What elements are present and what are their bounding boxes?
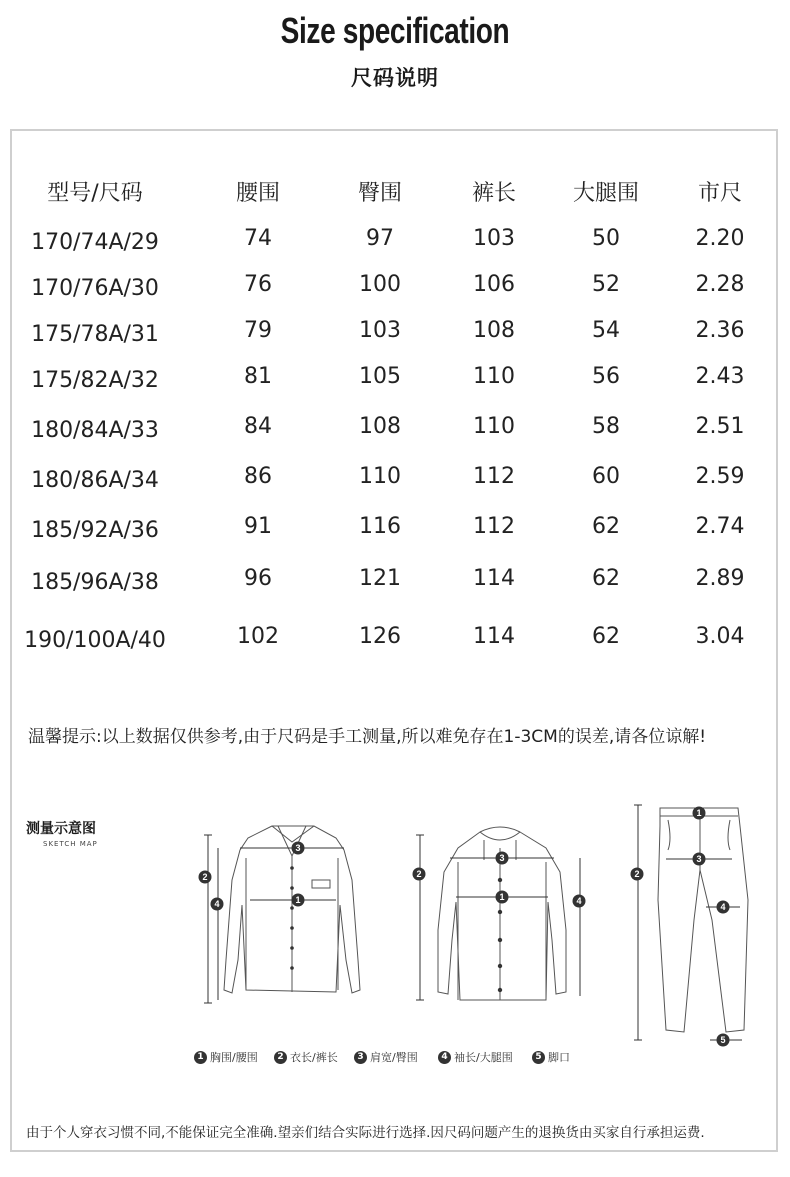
marker-1: 1 — [295, 895, 301, 905]
table-cell: 112 — [473, 514, 515, 539]
table-cell: 110 — [359, 464, 401, 489]
table-cell: 58 — [592, 414, 620, 439]
table-cell: 50 — [592, 226, 620, 251]
table-cell: 114 — [473, 624, 515, 649]
footer-note: 由于个人穿衣习惯不同,不能保证完全准确.望亲们结合实际进行选择.因尺码问题产生的退换货由买家自行承担运费. — [26, 1125, 705, 1141]
table-cell: 103 — [359, 318, 401, 343]
legend-number: 5 — [532, 1051, 545, 1064]
table-cell: 110 — [473, 414, 515, 439]
legend-label: 胸围/腰围 — [210, 1051, 258, 1064]
table-cell: 62 — [592, 624, 620, 649]
table-cell: 86 — [244, 464, 272, 489]
table-cell: 170/76A/30 — [31, 276, 159, 301]
table-cell: 100 — [359, 272, 401, 297]
table-cell: 2.43 — [695, 364, 745, 389]
table-cell: 76 — [244, 272, 272, 297]
legend-number: 1 — [194, 1051, 207, 1064]
table-header-cell: 臀围 — [357, 181, 403, 206]
legend-item — [274, 1049, 338, 1065]
table-cell: 121 — [359, 566, 401, 591]
legend-label: 肩宽/臀围 — [370, 1051, 418, 1064]
marker-1: 1 — [696, 808, 702, 818]
legend-number: 2 — [274, 1051, 287, 1064]
table-cell: 185/92A/36 — [31, 518, 159, 543]
table-cell: 62 — [592, 566, 620, 591]
table-header-cell: 大腿围 — [572, 181, 640, 206]
table-cell: 96 — [244, 566, 272, 591]
marker-3: 3 — [499, 853, 505, 863]
legend-label: 袖长/大腿围 — [454, 1051, 513, 1064]
table-cell: 74 — [244, 226, 272, 251]
legend-item — [438, 1049, 513, 1065]
sketch-subtitle: SKETCH MAP — [43, 840, 98, 848]
table-cell: 81 — [244, 364, 272, 389]
legend-number: 4 — [438, 1051, 451, 1064]
marker-4: 4 — [576, 896, 582, 906]
table-cell: 114 — [473, 566, 515, 591]
pants-illustration — [634, 805, 748, 1040]
table-cell: 52 — [592, 272, 620, 297]
legend-item — [194, 1049, 258, 1065]
table-cell: 185/96A/38 — [31, 570, 159, 595]
table-cell: 2.36 — [695, 318, 745, 343]
table-cell: 106 — [473, 272, 515, 297]
table-cell: 97 — [366, 226, 394, 251]
marker-2: 2 — [202, 872, 208, 882]
table-header-cell: 市尺 — [697, 181, 743, 206]
table-cell: 2.51 — [695, 414, 745, 439]
page-title-en: Size specification — [280, 10, 510, 51]
sketch-markers — [199, 807, 730, 1047]
marker-3: 3 — [696, 854, 702, 864]
table-cell: 62 — [592, 514, 620, 539]
table-header-cell: 型号/尺码 — [47, 181, 143, 206]
legend-label: 脚口 — [548, 1051, 570, 1064]
legend-item — [354, 1049, 418, 1065]
table-cell: 54 — [592, 318, 620, 343]
table-cell: 112 — [473, 464, 515, 489]
table-cell: 190/100A/40 — [24, 628, 166, 653]
table-header-cell: 裤长 — [471, 181, 517, 206]
table-cell: 108 — [473, 318, 515, 343]
table-cell: 2.28 — [695, 272, 745, 297]
legend-label: 衣长/裤长 — [290, 1051, 338, 1064]
table-cell: 108 — [359, 414, 401, 439]
sketch-title: 测量示意图 — [26, 821, 96, 837]
legend-item — [532, 1049, 570, 1065]
legend-number: 3 — [354, 1051, 367, 1064]
page-title-cn: 尺码说明 — [351, 66, 439, 90]
marker-4: 4 — [214, 899, 220, 909]
table-cell: 2.20 — [695, 226, 745, 251]
table-header-cell: 腰围 — [235, 181, 281, 206]
table-cell: 175/82A/32 — [31, 368, 159, 393]
table-cell: 3.04 — [695, 624, 745, 649]
table-cell: 56 — [592, 364, 620, 389]
table-cell: 2.89 — [695, 566, 745, 591]
table-cell: 2.74 — [695, 514, 745, 539]
table-cell: 102 — [237, 624, 279, 649]
tip-note: 温馨提示:以上数据仅供参考,由于尺码是手工测量,所以难免存在1-3CM的误差,请各位谅解! — [28, 727, 707, 747]
marker-2: 2 — [634, 869, 640, 879]
table-cell: 60 — [592, 464, 620, 489]
table-cell: 84 — [244, 414, 272, 439]
table-cell: 103 — [473, 226, 515, 251]
table-cell: 79 — [244, 318, 272, 343]
table-cell: 116 — [359, 514, 401, 539]
marker-2: 2 — [416, 869, 422, 879]
table-cell: 91 — [244, 514, 272, 539]
table-cell: 126 — [359, 624, 401, 649]
marker-3: 3 — [295, 843, 301, 853]
table-cell: 180/86A/34 — [31, 468, 159, 493]
marker-5: 5 — [720, 1035, 726, 1045]
marker-1: 1 — [499, 892, 505, 902]
table-cell: 105 — [359, 364, 401, 389]
table-cell: 180/84A/33 — [31, 418, 159, 443]
shirt-illustration — [204, 826, 360, 1003]
table-cell: 170/74A/29 — [31, 230, 159, 255]
marker-4: 4 — [720, 902, 726, 912]
table-cell: 175/78A/31 — [31, 322, 159, 347]
table-cell: 2.59 — [695, 464, 745, 489]
table-cell: 110 — [473, 364, 515, 389]
